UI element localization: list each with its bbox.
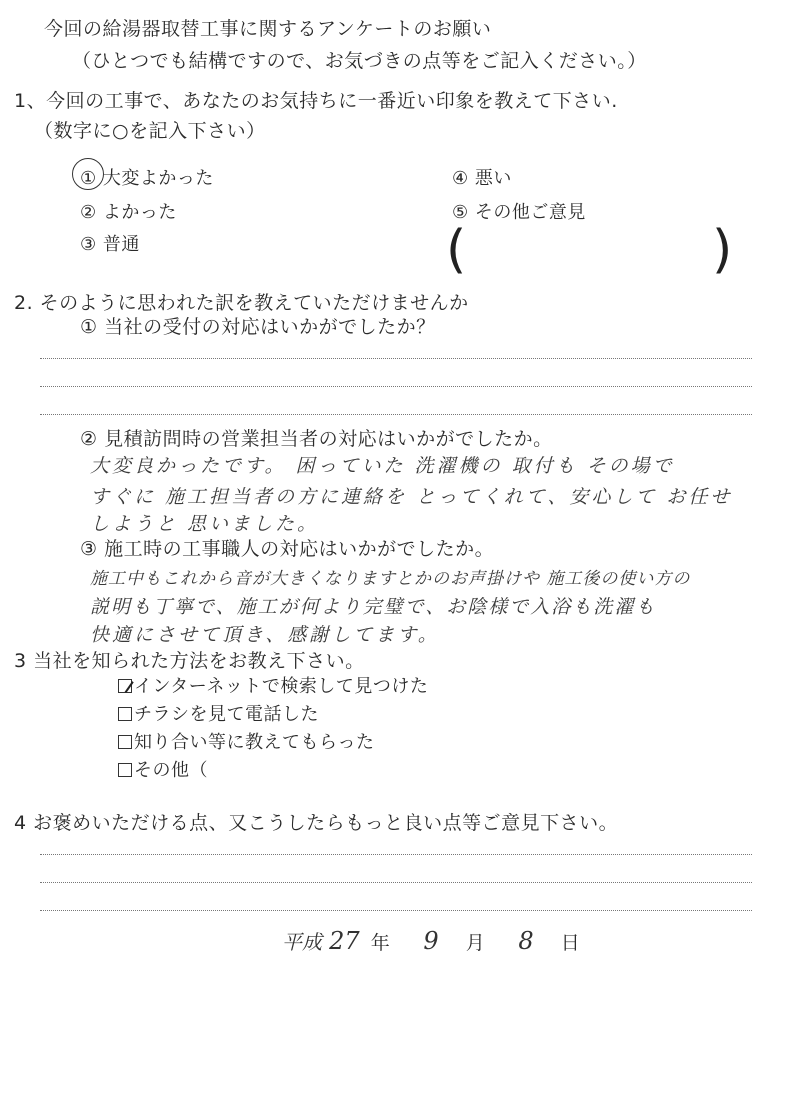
- date-entry: [282, 926, 580, 955]
- q2-question: 2. そのように思われた訳を教えていただけませんか: [14, 292, 469, 314]
- date-month-label: 月: [465, 932, 486, 954]
- other-opinion-open-paren: (: [446, 220, 467, 280]
- date-day-label: 日: [560, 932, 581, 954]
- answer-line[interactable]: [40, 414, 752, 415]
- q2-sub3: ③ 施工時の工事職人の対応はいかがでしたか。: [80, 538, 495, 560]
- date-era: 平成: [282, 930, 322, 954]
- q1-option-1[interactable]: ① 大変よかった: [80, 168, 214, 189]
- date-day: 8: [518, 927, 534, 955]
- answer-line[interactable]: [40, 386, 752, 387]
- date-month: 9: [423, 927, 439, 955]
- q4-question: 4 お褒めいただける点、又こうしたらもっと良い点等ご意見下さい。: [14, 812, 619, 834]
- other-opinion-close-paren: ): [712, 220, 733, 280]
- answer-line[interactable]: [40, 882, 752, 883]
- checkbox[interactable]: [118, 735, 132, 749]
- q2-sub2: ② 見積訪問時の営業担当者の対応はいかがでしたか。: [80, 428, 553, 450]
- q2-sub1: ① 当社の受付の対応はいかがでしたか？: [80, 316, 436, 338]
- q1-question: 1、今回の工事で、あなたのお気持ちに一番近い印象を教えて下さい.: [14, 90, 618, 112]
- q3-question: 3 当社を知られた方法をお教え下さい。: [14, 650, 365, 672]
- checkbox[interactable]: [118, 763, 132, 777]
- checkbox-checked[interactable]: [118, 679, 132, 693]
- handwritten-answer-line: しようと 思いました。: [90, 513, 320, 535]
- handwritten-answer-line: 説明も丁寧で、施工が何より完璧で、お陰様で入浴も洗濯も: [90, 596, 657, 618]
- q3-option-acquaintance[interactable]: 知り合い等に教えてもらった: [118, 728, 375, 754]
- handwritten-answer-line: 大変良かったです。 困っていた 洗濯機の 取付も その場で: [90, 455, 675, 477]
- answer-line[interactable]: [40, 910, 752, 911]
- q1-option-3[interactable]: ③ 普通: [80, 234, 140, 255]
- handwritten-answer-line: すぐに 施工担当者の方に連絡を とってくれて、安心して お任せ: [90, 486, 733, 508]
- q1-option-4[interactable]: ④ 悪い: [452, 168, 512, 189]
- form-title: 今回の給湯器取替工事に関するアンケートのお願い: [44, 18, 492, 40]
- answer-line[interactable]: [40, 358, 752, 359]
- handwritten-answer-line: 快適にさせて頂き、感謝してます。: [90, 624, 440, 646]
- answer-line[interactable]: [40, 854, 752, 855]
- q1-option-2[interactable]: ② よかった: [80, 202, 177, 223]
- checkbox[interactable]: [118, 707, 132, 721]
- q3-option-internet[interactable]: インターネットで検索して見つけた: [118, 672, 428, 698]
- form-subtitle: （ひとつでも結構ですので、お気づきの点等をご記入ください。）: [72, 50, 647, 72]
- q1-option-5[interactable]: ⑤ その他ご意見: [452, 202, 586, 223]
- handwritten-answer-line: 施工中もこれから音が大きくなりますとかのお声掛けや 施工後の使い方の: [90, 569, 691, 589]
- q3-option-other[interactable]: その他（: [118, 756, 208, 782]
- date-year: 27: [329, 927, 360, 955]
- date-year-label: 年: [370, 932, 391, 954]
- q1-instruction: （数字に○を記入下さい）: [34, 120, 266, 142]
- q3-option-flyer[interactable]: チラシを見て電話した: [118, 700, 319, 726]
